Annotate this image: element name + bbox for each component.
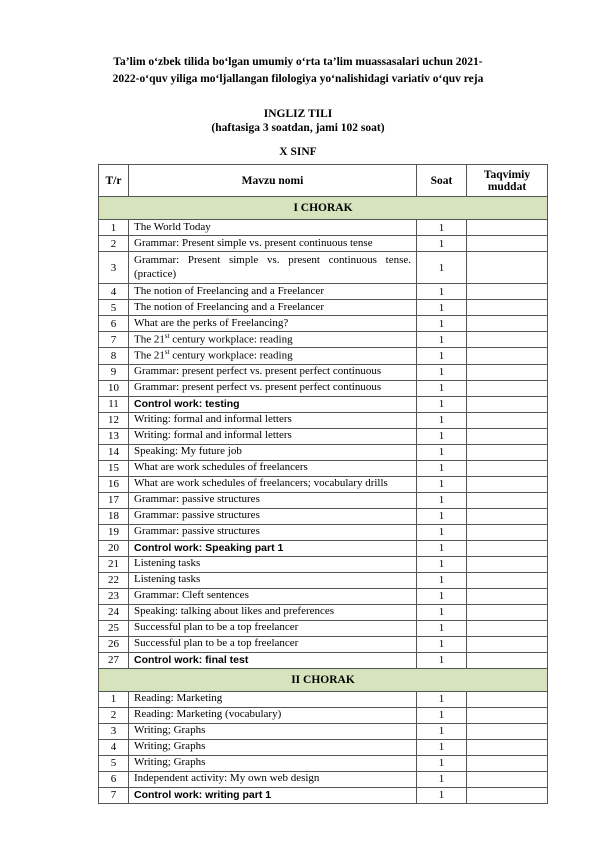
row-number: 11 <box>99 396 129 412</box>
row-date <box>467 332 548 348</box>
table-row <box>99 460 548 476</box>
row-hours: 1 <box>417 252 467 284</box>
row-date <box>467 508 548 524</box>
table-row <box>99 412 548 428</box>
row-date <box>467 412 548 428</box>
row-hours: 1 <box>417 444 467 460</box>
row-number: 3 <box>99 252 129 284</box>
row-number: 27 <box>99 652 129 668</box>
curriculum-table <box>98 164 548 804</box>
row-hours: 1 <box>417 412 467 428</box>
row-number: 1 <box>99 220 129 236</box>
row-hours: 1 <box>417 540 467 556</box>
row-hours: 1 <box>417 220 467 236</box>
row-number: 2 <box>99 707 129 723</box>
row-hours: 1 <box>417 380 467 396</box>
table-header-row <box>99 165 548 197</box>
table-row <box>99 556 548 572</box>
row-hours: 1 <box>417 755 467 771</box>
row-topic: The notion of Freelancing and a Freelancer <box>129 284 417 300</box>
row-date <box>467 723 548 739</box>
row-hours: 1 <box>417 524 467 540</box>
row-date <box>467 771 548 787</box>
table-row <box>99 572 548 588</box>
row-hours: 1 <box>417 284 467 300</box>
row-date <box>467 787 548 803</box>
row-hours: 1 <box>417 723 467 739</box>
row-date <box>467 540 548 556</box>
table-row <box>99 652 548 668</box>
row-date <box>467 588 548 604</box>
row-date <box>467 348 548 364</box>
row-date <box>467 492 548 508</box>
column-header-date: Taqvimiy muddat <box>467 165 548 197</box>
row-topic: Control work: testing <box>129 396 417 412</box>
row-number: 15 <box>99 460 129 476</box>
row-topic: Reading: Marketing (vocabulary) <box>129 707 417 723</box>
row-topic: Grammar: passive structures <box>129 492 417 508</box>
row-hours: 1 <box>417 460 467 476</box>
row-hours: 1 <box>417 508 467 524</box>
row-hours: 1 <box>417 332 467 348</box>
row-number: 19 <box>99 524 129 540</box>
topic-text: century workplace: reading <box>169 333 293 346</box>
row-topic: Grammar: present perfect vs. present perfect continuous <box>129 380 417 396</box>
document-title-line-1: Ta’lim o‘zbek tilida bo‘lgan umumiy o‘rta ta’lim muassasalari uchun 2021- <box>113 56 483 68</box>
row-topic: Speaking: My future job <box>129 444 417 460</box>
row-hours: 1 <box>417 588 467 604</box>
row-number: 3 <box>99 723 129 739</box>
grade-label: X SINF <box>279 146 317 158</box>
quarter-title: I CHORAK <box>99 197 548 220</box>
row-number: 20 <box>99 540 129 556</box>
table-row <box>99 755 548 771</box>
row-hours: 1 <box>417 604 467 620</box>
row-topic <box>129 332 417 348</box>
row-topic: Control work: Speaking part 1 <box>129 540 417 556</box>
table-row <box>99 396 548 412</box>
row-number: 6 <box>99 316 129 332</box>
topic-superscript: st <box>164 332 170 340</box>
table-row <box>99 444 548 460</box>
row-topic: Grammar: passive structures <box>129 524 417 540</box>
row-date <box>467 620 548 636</box>
row-hours: 1 <box>417 771 467 787</box>
row-topic: Control work: writing part 1 <box>129 787 417 803</box>
row-topic: What are work schedules of freelancers <box>129 460 417 476</box>
table-row <box>99 348 548 364</box>
row-topic: Reading: Marketing <box>129 691 417 707</box>
row-date <box>467 364 548 380</box>
column-header-hours: Soat <box>417 165 467 197</box>
table-row <box>99 364 548 380</box>
row-hours: 1 <box>417 476 467 492</box>
row-hours: 1 <box>417 691 467 707</box>
row-topic: Grammar: Present simple vs. present continuous tense <box>129 236 417 252</box>
table-row <box>99 508 548 524</box>
table-row <box>99 316 548 332</box>
quarter-title: II CHORAK <box>99 668 548 691</box>
row-date <box>467 636 548 652</box>
row-date <box>467 755 548 771</box>
row-number: 5 <box>99 755 129 771</box>
row-topic: Grammar: Cleft sentences <box>129 588 417 604</box>
row-topic: Listening tasks <box>129 572 417 588</box>
topic-text: The 21 <box>134 333 165 346</box>
row-number: 23 <box>99 588 129 604</box>
row-topic <box>129 348 417 364</box>
row-number: 13 <box>99 428 129 444</box>
table-row <box>99 787 548 803</box>
row-topic: Writing: formal and informal letters <box>129 428 417 444</box>
table-row <box>99 236 548 252</box>
row-date <box>467 284 548 300</box>
row-number: 4 <box>99 284 129 300</box>
row-number: 7 <box>99 787 129 803</box>
row-topic: Writing: formal and informal letters <box>129 412 417 428</box>
row-topic: Listening tasks <box>129 556 417 572</box>
row-number: 22 <box>99 572 129 588</box>
table-row <box>99 588 548 604</box>
row-hours: 1 <box>417 316 467 332</box>
row-date <box>467 220 548 236</box>
row-hours: 1 <box>417 787 467 803</box>
row-topic: Successful plan to be a top freelancer <box>129 636 417 652</box>
row-number: 10 <box>99 380 129 396</box>
row-date <box>467 604 548 620</box>
row-hours: 1 <box>417 620 467 636</box>
table-row <box>99 540 548 556</box>
row-number: 4 <box>99 739 129 755</box>
table-row <box>99 604 548 620</box>
row-date <box>467 316 548 332</box>
topic-text: The 21 <box>134 350 165 363</box>
table-row <box>99 284 548 300</box>
row-hours: 1 <box>417 636 467 652</box>
column-header-number: T/r <box>99 165 129 197</box>
table-row <box>99 252 548 284</box>
table-row <box>99 691 548 707</box>
row-topic: What are the perks of Freelancing? <box>129 316 417 332</box>
row-date <box>467 691 548 707</box>
row-date <box>467 236 548 252</box>
row-topic: Speaking: talking about likes and preferences <box>129 604 417 620</box>
table-row <box>99 332 548 348</box>
row-number: 24 <box>99 604 129 620</box>
row-hours: 1 <box>417 364 467 380</box>
row-date <box>467 572 548 588</box>
row-date <box>467 739 548 755</box>
table-body <box>99 197 548 804</box>
row-date <box>467 396 548 412</box>
row-topic: What are work schedules of freelancers; vocabulary drills <box>129 476 417 492</box>
row-hours: 1 <box>417 652 467 668</box>
table-row <box>99 620 548 636</box>
table-row <box>99 723 548 739</box>
quarter-row <box>99 668 548 691</box>
table-row <box>99 492 548 508</box>
row-number: 9 <box>99 364 129 380</box>
topic-text: century workplace: reading <box>169 350 293 363</box>
row-hours: 1 <box>417 556 467 572</box>
row-number: 6 <box>99 771 129 787</box>
table-row <box>99 220 548 236</box>
table-row <box>99 636 548 652</box>
row-date <box>467 300 548 316</box>
row-number: 14 <box>99 444 129 460</box>
row-hours: 1 <box>417 492 467 508</box>
topic-superscript: st <box>164 348 170 357</box>
table-row <box>99 300 548 316</box>
row-number: 7 <box>99 332 129 348</box>
row-topic: Independent activity: My own web design <box>129 771 417 787</box>
row-date <box>467 252 548 284</box>
quarter-row <box>99 197 548 220</box>
table-row <box>99 707 548 723</box>
row-topic: Successful plan to be a top freelancer <box>129 620 417 636</box>
row-number: 12 <box>99 412 129 428</box>
row-hours: 1 <box>417 300 467 316</box>
row-topic: Writing; Graphs <box>129 739 417 755</box>
subject-name: INGLIZ TILI <box>263 108 333 120</box>
row-hours: 1 <box>417 428 467 444</box>
table-row <box>99 739 548 755</box>
row-date <box>467 707 548 723</box>
row-topic: Grammar: Present simple vs. present continuous tense. (practice) <box>129 252 417 284</box>
row-topic: The notion of Freelancing and a Freelancer <box>129 300 417 316</box>
row-hours: 1 <box>417 739 467 755</box>
row-date <box>467 556 548 572</box>
row-number: 18 <box>99 508 129 524</box>
table-row <box>99 380 548 396</box>
row-topic: Writing; Graphs <box>129 723 417 739</box>
row-date <box>467 428 548 444</box>
table-row <box>99 476 548 492</box>
row-number: 17 <box>99 492 129 508</box>
row-date <box>467 652 548 668</box>
row-topic: Control work: final test <box>129 652 417 668</box>
row-date <box>467 524 548 540</box>
row-number: 21 <box>99 556 129 572</box>
hours-info: (haftasiga 3 soatdan, jami 102 soat) <box>211 122 385 134</box>
row-number: 16 <box>99 476 129 492</box>
table-row <box>99 771 548 787</box>
row-number: 26 <box>99 636 129 652</box>
row-number: 5 <box>99 300 129 316</box>
column-header-topic: Mavzu nomi <box>129 165 417 197</box>
document-title-line-2: 2022-o‘quv yiliga mo‘ljallangan filologiya yo‘nalishidagi variativ o‘quv reja <box>112 73 484 85</box>
row-hours: 1 <box>417 348 467 364</box>
row-topic: Writing; Graphs <box>129 755 417 771</box>
row-hours: 1 <box>417 707 467 723</box>
row-topic: Grammar: present perfect vs. present perfect continuous <box>129 364 417 380</box>
row-hours: 1 <box>417 396 467 412</box>
row-date <box>467 476 548 492</box>
row-topic: Grammar: passive structures <box>129 508 417 524</box>
row-number: 8 <box>99 348 129 364</box>
row-topic: The World Today <box>129 220 417 236</box>
row-number: 1 <box>99 691 129 707</box>
row-date <box>467 460 548 476</box>
row-date <box>467 444 548 460</box>
row-number: 25 <box>99 620 129 636</box>
row-hours: 1 <box>417 236 467 252</box>
row-number: 2 <box>99 236 129 252</box>
row-hours: 1 <box>417 572 467 588</box>
row-date <box>467 380 548 396</box>
table-row <box>99 524 548 540</box>
table-row <box>99 428 548 444</box>
